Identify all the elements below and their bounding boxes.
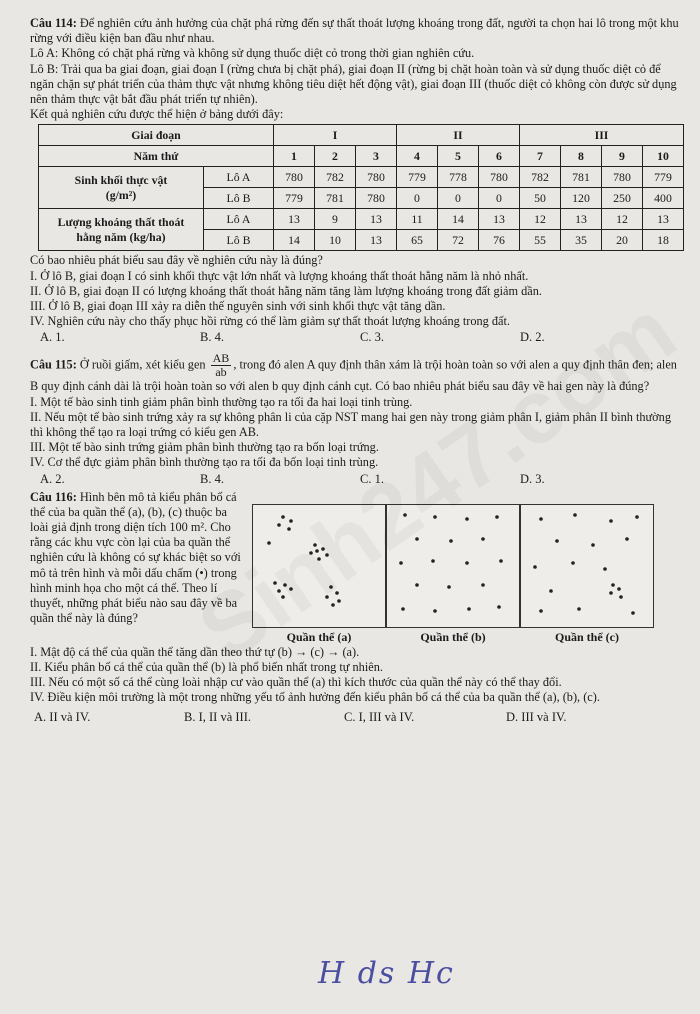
- table-cell: 780: [602, 167, 643, 188]
- table-cell: 13: [356, 230, 397, 251]
- table-cell: 13: [274, 209, 315, 230]
- table-cell: 780: [356, 188, 397, 209]
- table-cell: 65: [397, 230, 438, 251]
- option-c: C. I, III và IV.: [344, 710, 415, 725]
- q115-intro: Câu 115: Ở ruồi giấm, xét kiểu gen $\frac{AB}{ab}$ , trong đó alen A quy định thân xám là trội hoàn toàn so với alen a quy định thân đen; alen B quy định cánh dài là trội hoàn toàn so với alen b quy định cánh cụt. Có bao nhiêu phát biểu sau đây về hai gen này là đúng?: [30, 351, 677, 394]
- biomass-label: Sinh khối thực vật (g/m²): [39, 167, 204, 209]
- year-cell: 6: [479, 146, 520, 167]
- table-cell: 13: [479, 209, 520, 230]
- table-cell: 72: [438, 230, 479, 251]
- q114-statement-3: III. Ở lô B, giai đoạn III xảy ra diễn thế nguyên sinh với sinh khối thực vật tăng dần.: [30, 299, 446, 314]
- option-b: B. 4.: [200, 330, 224, 345]
- table-cell: 10: [315, 230, 356, 251]
- results-table: [38, 124, 684, 251]
- q114-lot-a: Lô A: Không có chặt phá rừng và không sử dụng thuốc diệt cỏ trong thời gian nghiên cứu.: [30, 46, 475, 61]
- year-cell: 7: [520, 146, 561, 167]
- table-cell: 782: [520, 167, 561, 188]
- table-cell: 780: [479, 167, 520, 188]
- table-cell: 779: [397, 167, 438, 188]
- q116-text: Câu 116: Hình bên mô tả kiểu phân bố cá thể của ba quần thể (a), (b), (c) thuộc ba loài giả định trong diện tích 100 m². Cho rằng các khu vực còn lại của ba quần thể nghiên cứu là không có sự khác biệt so với mô tả trên hình và mỗi dấu chấm (•) trong hình minh họa cho một cá thể. Theo lí thuyết, những phát biểu nào sau đây về ba quần thể này là đúng?: [30, 489, 241, 626]
- option-d: D. 2.: [520, 330, 545, 345]
- dots-c: [533, 513, 639, 615]
- question-114: [30, 16, 684, 346]
- table-cell: 782: [315, 167, 356, 188]
- option-a: A. 1.: [40, 330, 65, 345]
- caption-c: Quần thể (c): [555, 629, 619, 644]
- table-row: [39, 146, 684, 167]
- table-cell: 0: [479, 188, 520, 209]
- lot-label: Lô B: [204, 230, 274, 251]
- table-row: [39, 209, 684, 230]
- q116-statement-1: I. Mật độ cá thể của quần thể tăng dần theo thứ tự (b) → (c) → (a).: [30, 644, 360, 659]
- q115-statement-3: III. Một tế bào sinh trứng giảm phân bình thường tạo ra bốn loại trứng.: [30, 440, 379, 455]
- year-cell: 8: [561, 146, 602, 167]
- header-stage: Giai đoạn: [39, 125, 274, 146]
- q115-statement-2: II. Nếu một tế bào sinh trứng xảy ra sự không phân li của cặp NST mang hai gen này trong giảm phân I, giảm phân II bình thường thì không thể tạo ra loại trứng có kiểu gen AB.: [30, 409, 671, 440]
- table-cell: 14: [438, 209, 479, 230]
- table-cell: 12: [520, 209, 561, 230]
- table-cell: 780: [274, 167, 315, 188]
- q115-title: Câu 115:: [30, 357, 77, 372]
- table-cell: 9: [315, 209, 356, 230]
- table-cell: 778: [438, 167, 479, 188]
- table-cell: 12: [602, 209, 643, 230]
- option-d: D. III và IV.: [506, 710, 567, 725]
- stage-2: II: [397, 125, 520, 146]
- year-cell: 9: [602, 146, 643, 167]
- lot-label: Lô A: [204, 209, 274, 230]
- table-cell: 0: [397, 188, 438, 209]
- q114-title: Câu 114:: [30, 16, 77, 30]
- table-row: [39, 167, 684, 188]
- stage-1: I: [274, 125, 397, 146]
- q115-statement-4: IV. Cơ thể đực giảm phân bình thường tạo ra tối đa bốn loại tinh trùng.: [30, 455, 379, 470]
- table-row: [39, 125, 684, 146]
- q114-statement-2: II. Ở lô B, giai đoạn II có lượng khoáng thất thoát hằng năm tăng làm lượng khoáng trong đất giảm dần.: [30, 283, 542, 298]
- q114-statement-1: I. Ở lô B, giai đoạn I có sinh khối thực vật lớn nhất và lượng khoáng thất thoát hằng năm là nhỏ nhất.: [30, 268, 529, 283]
- q116-statement-4: IV. Điều kiện môi trường là một trong những yếu tố ảnh hưởng đến kiểu phân bố cá thể của ba quần thể (a), (b), (c).: [30, 690, 600, 705]
- table-cell: 780: [356, 167, 397, 188]
- population-c-figure: [520, 504, 654, 645]
- loss-label: Lượng khoáng thất thoát hằng năm (kg/ha): [39, 209, 204, 251]
- q116-statement-2: II. Kiểu phân bố cá thể của quần thể (b) là phổ biến nhất trong tự nhiên.: [30, 659, 383, 674]
- q114-statement-4: IV. Nghiên cứu này cho thấy phục hồi rừng có thể làm giảm sự thất thoát lượng khoáng trong đất.: [30, 314, 510, 329]
- lot-label: Lô A: [204, 167, 274, 188]
- year-cell: 1: [274, 146, 315, 167]
- option-c: C. 3.: [360, 330, 384, 345]
- stage-3: III: [520, 125, 684, 146]
- table-cell: 250: [602, 188, 643, 209]
- q116-title: Câu 116:: [30, 489, 77, 504]
- lot-label: Lô B: [204, 188, 274, 209]
- year-cell: 5: [438, 146, 479, 167]
- table-cell: 18: [643, 230, 684, 251]
- table-cell: 14: [274, 230, 315, 251]
- population-c-plot: [520, 504, 654, 628]
- table-cell: 11: [397, 209, 438, 230]
- option-c: C. 1.: [360, 471, 384, 486]
- table-cell: 779: [643, 167, 684, 188]
- table-cell: 781: [315, 188, 356, 209]
- q114-question: Có bao nhiêu phát biểu sau đây về nghiên cứu này là đúng?: [30, 253, 323, 268]
- table-cell: 779: [274, 188, 315, 209]
- handwritten-note: H ds Hc: [318, 956, 455, 991]
- table-cell: 55: [520, 230, 561, 251]
- header-year: Năm thứ: [39, 146, 274, 167]
- table-cell: 781: [561, 167, 602, 188]
- table-cell: 13: [356, 209, 397, 230]
- table-cell: 13: [561, 209, 602, 230]
- option-a: A. II và IV.: [34, 710, 91, 725]
- year-cell: 4: [397, 146, 438, 167]
- table-cell: 35: [561, 230, 602, 251]
- option-b: B. I, II và III.: [184, 710, 251, 725]
- option-d: D. 3.: [520, 471, 545, 486]
- q114-result-intro: Kết quả nghiên cứu được thể hiện ở bảng dưới đây:: [30, 107, 284, 122]
- caption-a: Quần thể (a): [286, 629, 352, 644]
- genotype-fraction: $\frac{AB}{ab}$: [212, 351, 230, 380]
- year-cell: 2: [315, 146, 356, 167]
- year-cell: 3: [356, 146, 397, 167]
- caption-b: Quần thể (b): [420, 629, 486, 644]
- q114-intro: Câu 114: Để nghiên cứu ảnh hưởng của chặt phá rừng đến sự thất thoát lượng khoáng trong đất, người ta chọn hai lô trong một khu rừng với điều kiện ban đầu như nhau.: [30, 16, 679, 46]
- q115-statement-1: I. Một tế bào sinh tinh giảm phân bình thường tạo ra tối đa hai loại tinh trùng.: [30, 394, 413, 409]
- q116-statement-3: III. Nếu có một số cá thể cùng loài nhập cư vào quần thể (a) thì kích thước của quần thể này có thể thay đổi.: [30, 675, 562, 690]
- option-b: B. 4.: [200, 471, 224, 486]
- table-cell: 0: [438, 188, 479, 209]
- q114-lot-b: Lô B: Trải qua ba giai đoạn, giai đoạn I (rừng chưa bị chặt phá), giai đoạn II (rừng bị chặt hoàn toàn và sử dụng thuốc diệt cỏ để ngăn chặn sự phát triển của thảm thực vật nhưng không tiêu diệt hết động vật), giai đoạn III (thuốc diệt cỏ không còn được sử dụng nên thảm thực vật bắt đầu phát triển tự nhiên).: [30, 61, 677, 107]
- table-cell: 50: [520, 188, 561, 209]
- option-a: A. 2.: [40, 471, 65, 486]
- table-cell: 400: [643, 188, 684, 209]
- table-cell: 13: [643, 209, 684, 230]
- q116-options: [30, 709, 684, 726]
- table-cell: 76: [479, 230, 520, 251]
- year-cell: 10: [643, 146, 684, 167]
- table-cell: 20: [602, 230, 643, 251]
- table-cell: 120: [561, 188, 602, 209]
